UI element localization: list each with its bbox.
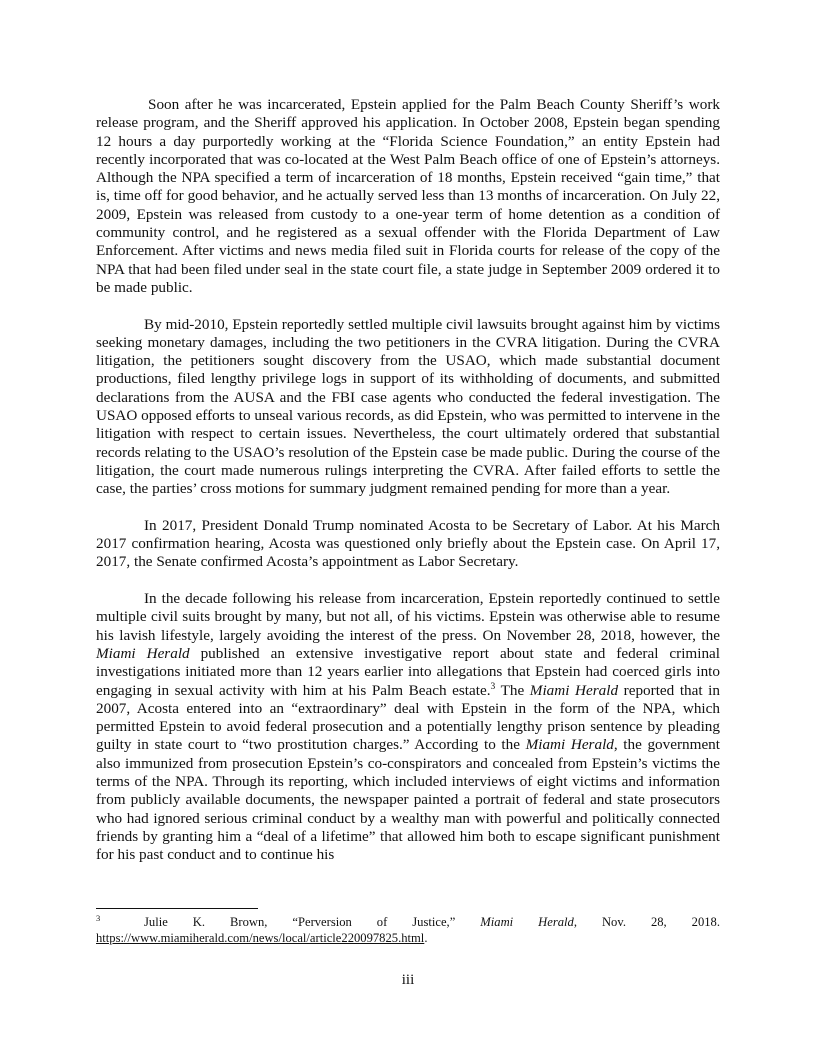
document-body <box>96 96 720 883</box>
footnote-trailing: . <box>424 931 428 946</box>
text-segment: , the government also immunized from prosecution Epstein’s co-conspirators and concealed from Epstein’s victims the terms of the NPA. Through its reporting, which included interviews of eight victims and information from publicly available documents, the newspaper painted a portrait of federal and state prosecutors who had ignored serious criminal conduct by a wealthy man with powerful and politically connected friends by granting him a “deal of a lifetime” that allowed him both to escape significant punishment for his past conduct and to continue his <box>96 736 720 864</box>
paragraph-miami-herald-report <box>96 590 720 864</box>
paragraph-acosta-nomination: In 2017, President Donald Trump nominated Acosta to be Secretary of Labor. At his March 2017 confirmation hearing, Acosta was questioned only briefly about the Epstein case. On April 17, 2017, the Senate confirmed Acosta’s appointment as Labor Secretary. <box>96 516 720 571</box>
footnote-publication: Miami Herald <box>480 915 574 929</box>
paragraph-civil-lawsuits: By mid-2010, Epstein reportedly settled multiple civil lawsuits brought against him by victims seeking monetary damages, including the two petitioners in the CVRA litigation. During the CVRA litigation, the petitioners sought discovery from the USAO, which made substantial document productions, filed lengthy privilege logs in support of its withholding of documents, and submitted declarations from the AUSA and the FBI case agents who conducted the federal investigation. The USAO opposed efforts to unseal various records, as did Epstein, who was permitted to intervene in the litigation with respect to certain issues. Nevertheless, the court ultimately ordered that substantial records relating to the USAO’s resolution of the Epstein case be made public. During the course of the litigation, the court made numerous rulings interpreting the CVRA. After failed efforts to settle the case, the parties’ cross motions for summary judgment remained pending for more than a year. <box>96 315 720 498</box>
publication-title: Miami Herald <box>96 644 190 662</box>
page-number: iii <box>401 972 415 988</box>
footnote-date: , Nov. 28, 2018. <box>573 915 720 929</box>
text-segment: published an extensive investigative report about state and federal criminal investigations initiated more than 12 years earlier into allegations that Epstein had coerced girls into engaging in sexual activity with him at his Palm Beach estate. <box>96 644 721 699</box>
footnote-3: 3 Julie K. Brown, “Perversion of Justice,” Miami Herald, Nov. 28, 2018. https://www.miamiherald.com/news/local/article220097825.html. <box>96 913 720 946</box>
text-segment: The <box>495 681 530 699</box>
publication-title: Miami Herald <box>529 681 619 699</box>
footnote-separator <box>96 908 258 909</box>
text-segment: reported that in 2007, Acosta entered into an “extraordinary” deal with Epstein in the form of the NPA, which permitted Epstein to avoid federal prosecution and a potentially lengthy prison sentence by pleading guilty in state court to “two prostitution charges.” According to the <box>96 681 720 754</box>
footnote-reference[interactable]: 3 <box>490 681 496 692</box>
footnote-link[interactable]: https://www.miamiherald.com/news/local/article220097825.html <box>96 931 425 946</box>
text-segment: In the decade following his release from incarceration, Epstein reportedly continued to settle multiple civil suits brought by many, but not all, of his victims. Epstein was otherwise able to resume his lavish lifestyle, largely avoiding the interest of the press. On November 28, 2018, however, the <box>96 590 720 644</box>
publication-title: Miami Herald <box>525 736 614 754</box>
footnote-text: Julie K. Brown, “Perversion of Justice,” <box>144 915 481 929</box>
paragraph-work-release: Soon after he was incarcerated, Epstein applied for the Palm Beach County Sheriff’s work release program, and the Sheriff approved his application. In October 2008, Epstein began spending 12 hours a day purportedly working at the “Florida Science Foundation,” an entity Epstein had recently incorporated that was co-located at the West Palm Beach office of one of Epstein’s attorneys. Although the NPA specified a term of incarceration of 18 months, Epstein received “gain time,” that is, time off for good behavior, and he actually served less than 13 months of incarceration. On July 22, 2009, Epstein was released from custody to a one-year term of home detention as a condition of community control, and he registered as a sexual offender with the Florida Department of Law Enforcement. After victims and news media filed suit in Florida courts for release of the copy of the NPA that had been filed under seal in the state court file, a state judge in September 2009 ordered it to be made public. <box>96 96 720 296</box>
